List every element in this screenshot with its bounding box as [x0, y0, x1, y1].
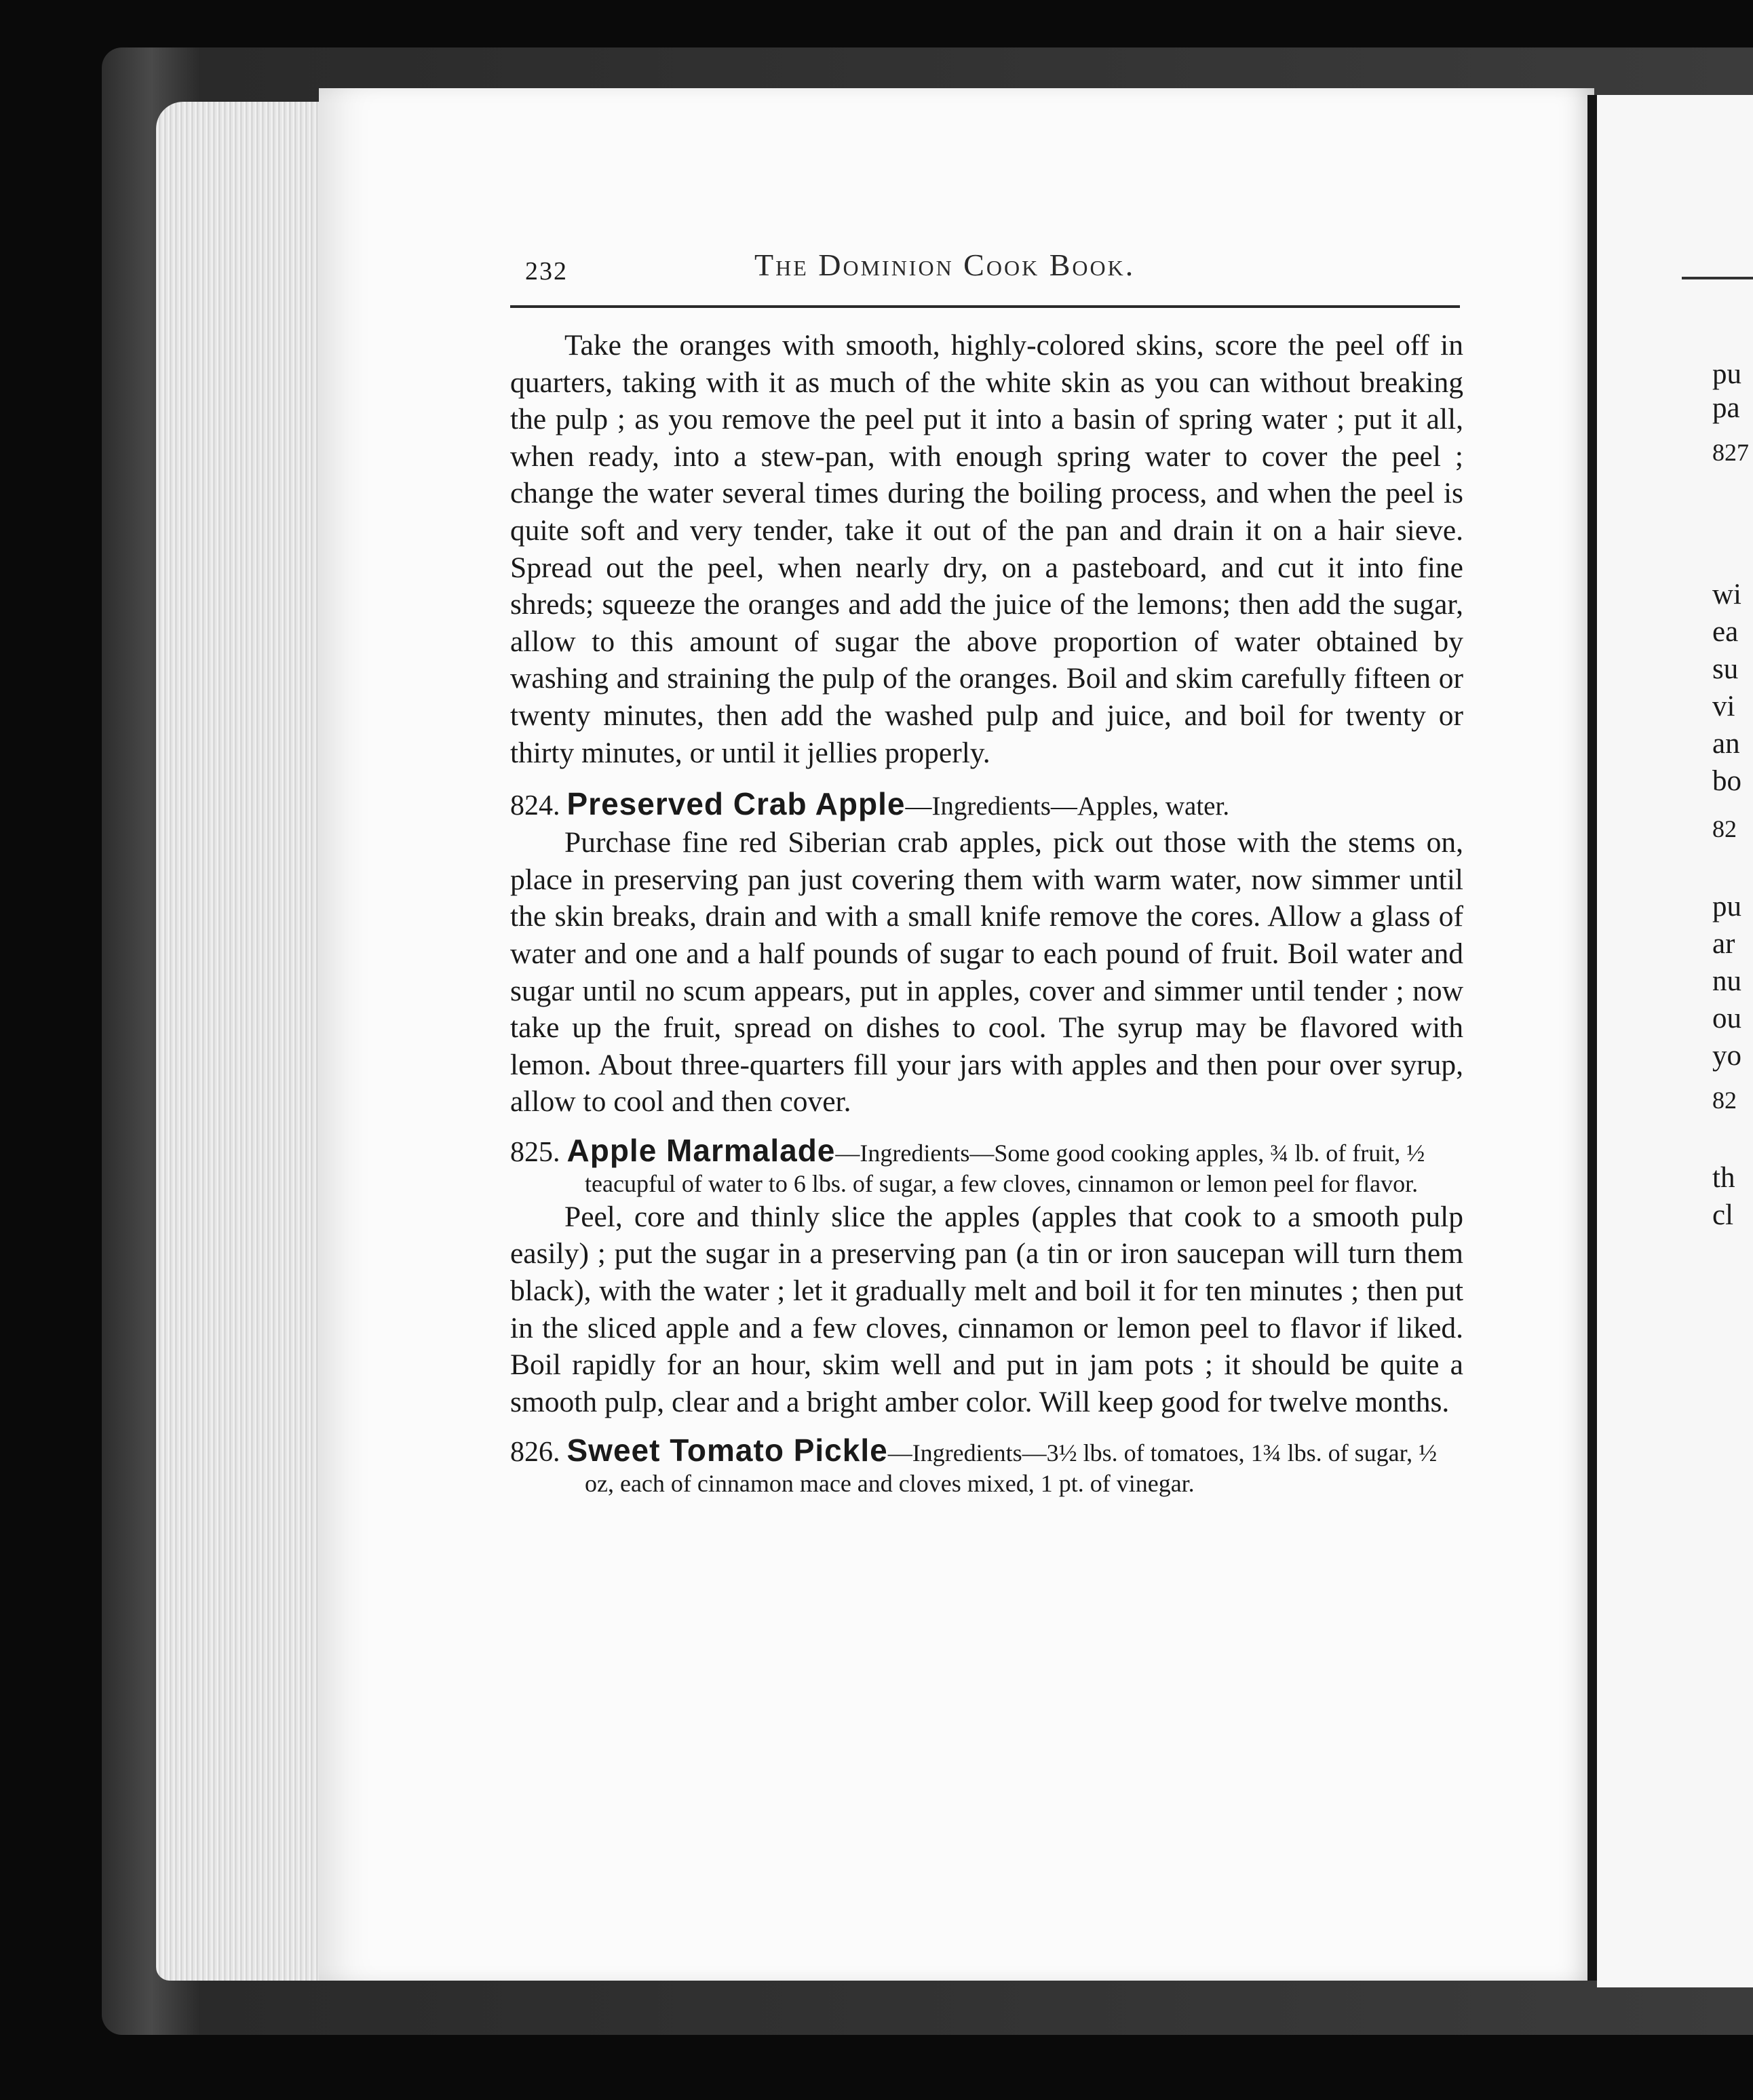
facing-fragment: 82 — [1712, 815, 1737, 842]
recipe-title: Apple Marmalade — [566, 1132, 836, 1168]
facing-fragment: ar — [1712, 928, 1735, 960]
facing-fragment: pa — [1712, 392, 1740, 424]
facing-fragment: th — [1712, 1162, 1735, 1194]
recipe-ingredients: —Ingredients—3½ lbs. of tomatoes, 1¾ lbs. of sugar, ½ oz, each of cinnamon mace and cloves mixed, 1 pt. of vinegar. — [585, 1439, 1438, 1498]
page-edges — [156, 102, 332, 1981]
recipe-heading — [510, 1435, 1463, 1498]
facing-fragment: su — [1712, 653, 1739, 685]
facing-fragment: bo — [1712, 765, 1741, 797]
page-content — [510, 244, 1463, 1498]
recipe-title: Preserved Crab Apple — [566, 786, 906, 822]
facing-fragment: yo — [1712, 1040, 1741, 1072]
facing-fragment: 827 — [1712, 439, 1749, 466]
recipe-number: 826. — [510, 1437, 560, 1469]
recipe-body: Purchase fine red Siberian crab apples, pick out those with the stems on, place in preserving pan just covering them with warm water, now simmer until the skin breaks, drain and with a small knife remove the cores. Allow a glass of water and one and a half pounds of sugar to each pound of fruit. Boil water and sugar until no scum appears, put in apples, cover and simmer until tender ; now take up the fruit, spread on dishes to cool. The syrup may be flavored with lemon. About three-quarters fill your jars with apples and then pour over syrup, allow to cool and then cover. — [510, 826, 1463, 1119]
intro-paragraph: Take the oranges with smooth, highly-colored skins, score the peel off in quarters, taking with it as much of the white skin as you can without breaking the pulp ; as you remove the peel put it into a basin of spring water ; put it all, when ready, into a stew-pan, with enough spring water to cover the peel ; change the water several times during the boiling process, and when the peel is quite soft and very tender, take it out of the pan and drain it on a hair sieve. Spread out the peel, when nearly dry, on a pasteboard, and cut it into fine shreds; squeeze the oranges and add the juice of the lemons; then add the sugar, allow to this amount of sugar the above proportion of water obtained by washing and straining the pulp of the oranges. Boil and skim carefully fifteen or twenty minutes, then add the washed pulp and juice, and boil for twenty or thirty minutes, or until it jellies properly. — [510, 329, 1463, 769]
facing-page — [1597, 95, 1753, 1987]
recipe-heading — [510, 786, 1463, 824]
header-rule — [510, 305, 1460, 308]
facing-fragment: 82 — [1712, 1087, 1737, 1114]
facing-fragment: cl — [1712, 1199, 1734, 1231]
facing-page-rule — [1682, 277, 1753, 279]
facing-fragment: ea — [1712, 616, 1739, 648]
recipe-ingredients: —Ingredients—Some good cooking apples, ¾ lb. of fruit, ½ teacupful of water to 6 lbs. of sugar, a few cloves, cinnamon or lemon peel for flavor. — [585, 1139, 1425, 1197]
page-number: 232 — [525, 257, 568, 286]
recipe-body: Peel, core and thinly slice the apples (apples that cook to a smooth pulp easily) ; put the sugar in a preserving pan (a tin or iron saucepan will turn them black), with the water ; let it gradually melt and boil it for ten minutes ; then put in the sliced apple and a few cloves, cinnamon or lemon peel to flavor if liked. Boil rapidly for an hour, skim well and put in jam pots ; it should be quite a smooth pulp, clear and a bright amber color. Will keep good for twelve months. — [510, 1200, 1463, 1418]
running-head — [510, 244, 1463, 292]
facing-fragment: wi — [1712, 579, 1741, 610]
recipe-heading — [510, 1132, 1463, 1199]
recipe-number: 824. — [510, 790, 560, 822]
recipe-title: Sweet Tomato Pickle — [566, 1433, 888, 1469]
book-title: The Dominion Cook Book. — [754, 248, 1136, 282]
facing-fragment: ou — [1712, 1003, 1741, 1034]
recipe-number: 825. — [510, 1136, 560, 1168]
book-gutter — [1587, 95, 1597, 1981]
recipe-ingredients: —Ingredients—Apples, water. — [905, 792, 1230, 821]
facing-fragment: vi — [1712, 691, 1735, 722]
facing-fragment: pu — [1712, 891, 1741, 922]
facing-fragment: an — [1712, 728, 1740, 760]
facing-fragment: nu — [1712, 965, 1741, 997]
facing-fragment: pu — [1712, 358, 1741, 390]
